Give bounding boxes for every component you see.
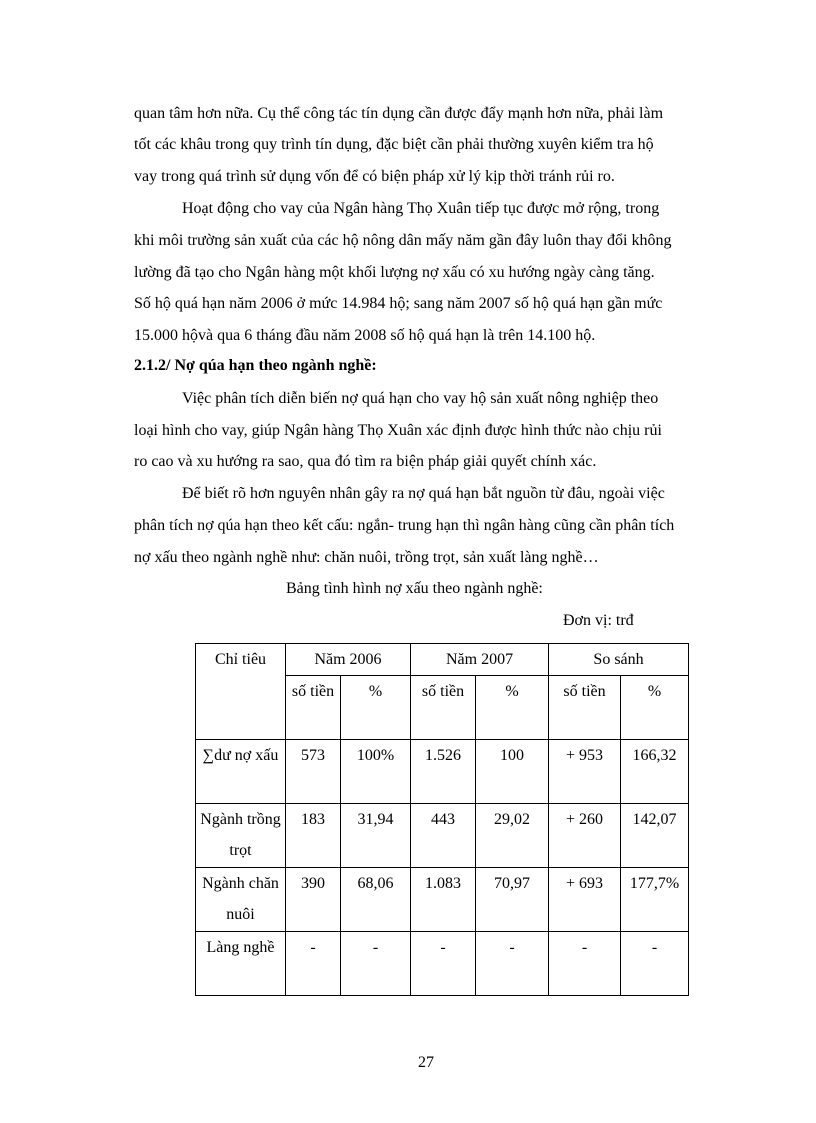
cell-2007-percent: - xyxy=(476,932,549,996)
cell-2006-percent: 100% xyxy=(341,740,411,804)
paragraph-3-line-2: loại hình cho vay, giúp Ngân hàng Thọ Xuân xác định được hình thức nào chịu rủi xyxy=(134,422,662,439)
cell-2006-amount: - xyxy=(286,932,341,996)
paragraph-2-line-4: Số hộ quá hạn năm 2006 ở mức 14.984 hộ; sang năm 2007 số hộ quá hạn gần mức xyxy=(134,295,663,312)
subheader-compare-amount: số tiền xyxy=(549,676,621,740)
header-indicator: Chỉ tiêu xyxy=(196,644,286,740)
subheader-compare-percent: % xyxy=(621,676,689,740)
cell-compare-percent: 142,07 xyxy=(621,804,689,868)
row-label: Ngành trồng trọt xyxy=(196,804,286,868)
table-row xyxy=(196,868,689,932)
paragraph-2-line-1: Hoạt động cho vay của Ngân hàng Thọ Xuân tiếp tục được mở rộng, trong xyxy=(182,200,660,217)
cell-compare-amount: - xyxy=(549,932,621,996)
cell-2007-percent: 70,97 xyxy=(476,868,549,932)
table-unit: Đơn vị: trđ xyxy=(563,612,634,629)
cell-compare-amount: + 693 xyxy=(549,868,621,932)
subheader-2006-percent: % xyxy=(341,676,411,740)
cell-2006-percent: - xyxy=(341,932,411,996)
page-number: 27 xyxy=(418,1054,434,1071)
row-label: ∑dư nợ xấu xyxy=(196,740,286,804)
table-row xyxy=(196,804,689,868)
paragraph-4-line-3: nợ xấu theo ngành nghề như: chăn nuôi, trồng trọt, sản xuất làng nghề… xyxy=(134,549,599,566)
row-label: Làng nghề xyxy=(196,932,286,996)
cell-2007-amount: - xyxy=(411,932,476,996)
cell-2006-amount: 390 xyxy=(286,868,341,932)
paragraph-2-line-2: khi môi trường sản xuất của các hộ nông dân mấy năm gần đây luôn thay đổi không xyxy=(134,232,672,249)
paragraph-4-line-1: Để biết rõ hơn nguyên nhân gây ra nợ quá hạn bắt nguồn từ đâu, ngoài việc xyxy=(182,485,665,502)
table-header-row xyxy=(196,644,689,676)
cell-compare-percent: - xyxy=(621,932,689,996)
cell-2007-percent: 100 xyxy=(476,740,549,804)
header-year-2006: Năm 2006 xyxy=(286,644,411,676)
header-year-2007: Năm 2007 xyxy=(411,644,549,676)
cell-2007-amount: 1.526 xyxy=(411,740,476,804)
paragraph-2-line-3: lường đã tạo cho Ngân hàng một khối lượng nợ xấu có xu hướng ngày càng tăng. xyxy=(134,264,655,281)
cell-2006-amount: 573 xyxy=(286,740,341,804)
table-row xyxy=(196,740,689,804)
paragraph-4-line-2: phân tích nợ qúa hạn theo kết cấu: ngắn- trung hạn thì ngân hàng cũng cần phân tích xyxy=(134,517,675,534)
section-heading: 2.1.2/ Nợ qúa hạn theo ngành nghề: xyxy=(134,357,377,374)
cell-2006-percent: 31,94 xyxy=(341,804,411,868)
table-caption: Bảng tình hình nợ xấu theo ngành nghề: xyxy=(286,580,543,597)
subheader-2006-amount: số tiền xyxy=(286,676,341,740)
cell-compare-amount: + 953 xyxy=(549,740,621,804)
cell-compare-percent: 177,7% xyxy=(621,868,689,932)
table-row xyxy=(196,932,689,996)
subheader-2007-amount: số tiền xyxy=(411,676,476,740)
cell-2006-amount: 183 xyxy=(286,804,341,868)
row-label: Ngành chăn nuôi xyxy=(196,868,286,932)
subheader-2007-percent: % xyxy=(476,676,549,740)
paragraph-3-line-3: ro cao và xu hướng ra sao, qua đó tìm ra biện pháp giải quyết chính xác. xyxy=(134,453,597,470)
cell-2006-percent: 68,06 xyxy=(341,868,411,932)
paragraph-2-line-5: 15.000 hộvà qua 6 tháng đầu năm 2008 số hộ quá hạn là trên 14.100 hộ. xyxy=(134,327,596,344)
cell-2007-percent: 29,02 xyxy=(476,804,549,868)
paragraph-3-line-1: Việc phân tích diễn biến nợ quá hạn cho vay hộ sản xuất nông nghiệp theo xyxy=(182,390,659,407)
paragraph-1-line-3: vay trong quá trình sử dụng vốn để có biện pháp xử lý kịp thời tránh rủi ro. xyxy=(134,168,615,185)
cell-compare-percent: 166,32 xyxy=(621,740,689,804)
cell-2007-amount: 443 xyxy=(411,804,476,868)
paragraph-1-line-1: quan tâm hơn nữa. Cụ thể công tác tín dụng cần được đẩy mạnh hơn nữa, phải làm xyxy=(134,105,664,122)
header-comparison: So sánh xyxy=(549,644,689,676)
paragraph-1-line-2: tốt các khâu trong quy trình tín dụng, đặc biệt cần phải thường xuyên kiểm tra hộ xyxy=(134,136,654,153)
cell-compare-amount: + 260 xyxy=(549,804,621,868)
bad-debt-table xyxy=(195,643,689,996)
cell-2007-amount: 1.083 xyxy=(411,868,476,932)
